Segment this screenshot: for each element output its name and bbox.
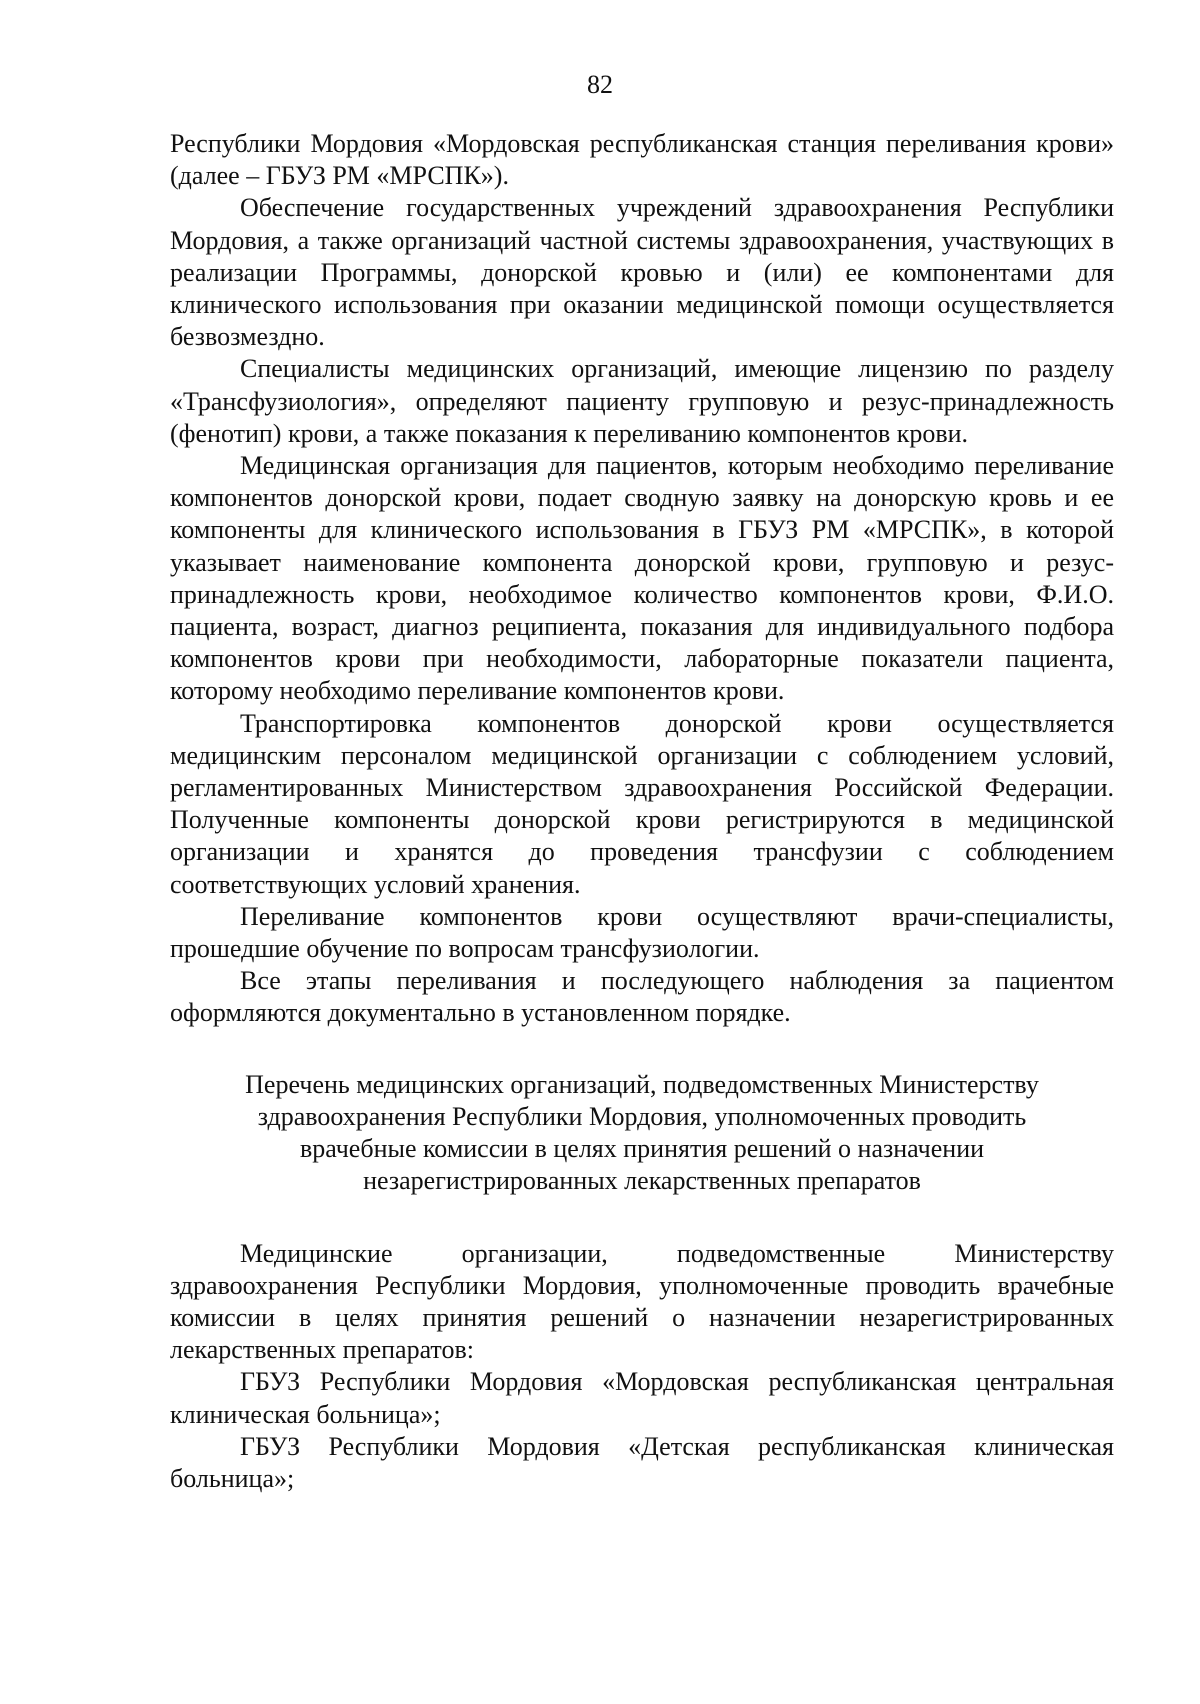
paragraph: Все этапы переливания и последующего наблюдения за пациентом оформляются документально в установленном порядке.: [170, 966, 1114, 1028]
paragraph: Медицинские организации, подведомственные Министерству здравоохранения Республики Мордовия, уполномоченные проводить врачебные комиссии в целях принятия решений о назначении незарегистрированных лекарственных препаратов:: [170, 1238, 1114, 1365]
list-item: ГБУЗ Республики Мордовия «Мордовская республиканская центральная клиническая больница»;: [170, 1367, 1114, 1429]
paragraph: Транспортировка компонентов донорской крови осуществляется медицинским персоналом медицинской организации с соблюдением условий, регламентированных Министерством здравоохранения Российской Федерации. Полученные компоненты донорской крови регистрируются в медицинской организации и хранятся до проведения трансфузии с соблюдением соответствующих условий хранения.: [170, 708, 1114, 899]
section-heading-block: [170, 1069, 1114, 1198]
paragraph: Республики Мордовия «Мордовская республиканская станция переливания крови» (далее – ГБУЗ РМ «МРСПК»).: [170, 129, 1114, 191]
paragraph: Переливание компонентов крови осуществляют врачи-специалисты, прошедшие обучение по вопросам трансфузиологии.: [170, 901, 1114, 964]
paragraph: Специалисты медицинских организаций, имеющие лицензию по разделу «Трансфузиология», определяют пациенту групповую и резус-принадлежность (фенотип) крови, а также показания к переливанию компонентов крови.: [170, 354, 1114, 448]
section-heading: Перечень медицинских организаций, подведомственных Министерству здравоохранения Республики Мордовия, уполномоченных проводить врачебные комиссии в целях принятия решений о назначении незарегистрированных лекарственных препаратов: [245, 1069, 1039, 1196]
paragraph: Медицинская организация для пациентов, которым необходимо переливание компонентов донорской крови, подает сводную заявку на донорскую кровь и ее компоненты для клинического использования в ГБУЗ РМ «МРСПК», в которой указывает наименование компонента донорской крови, групповую и резус-принадлежность крови, необходимое количество компонентов крови, Ф.И.О. пациента, возраст, диагноз реципиента, показания для индивидуального подбора компонентов крови при необходимости, лабораторные показатели пациента, которому необходимо переливание компонентов крови.: [170, 451, 1114, 706]
paragraph: Обеспечение государственных учреждений здравоохранения Республики Мордовия, а также организаций частной системы здравоохранения, участвующих в реализации Программы, донорской кровью и (или) ее компонентами для клинического использования при оказании медицинской помощи осуществляется безвозмездно.: [170, 193, 1114, 352]
list-item: ГБУЗ Республики Мордовия «Детская республиканская клиническая больница»;: [170, 1431, 1114, 1493]
page-number: 82: [587, 70, 613, 99]
document-body: [170, 128, 1114, 1495]
